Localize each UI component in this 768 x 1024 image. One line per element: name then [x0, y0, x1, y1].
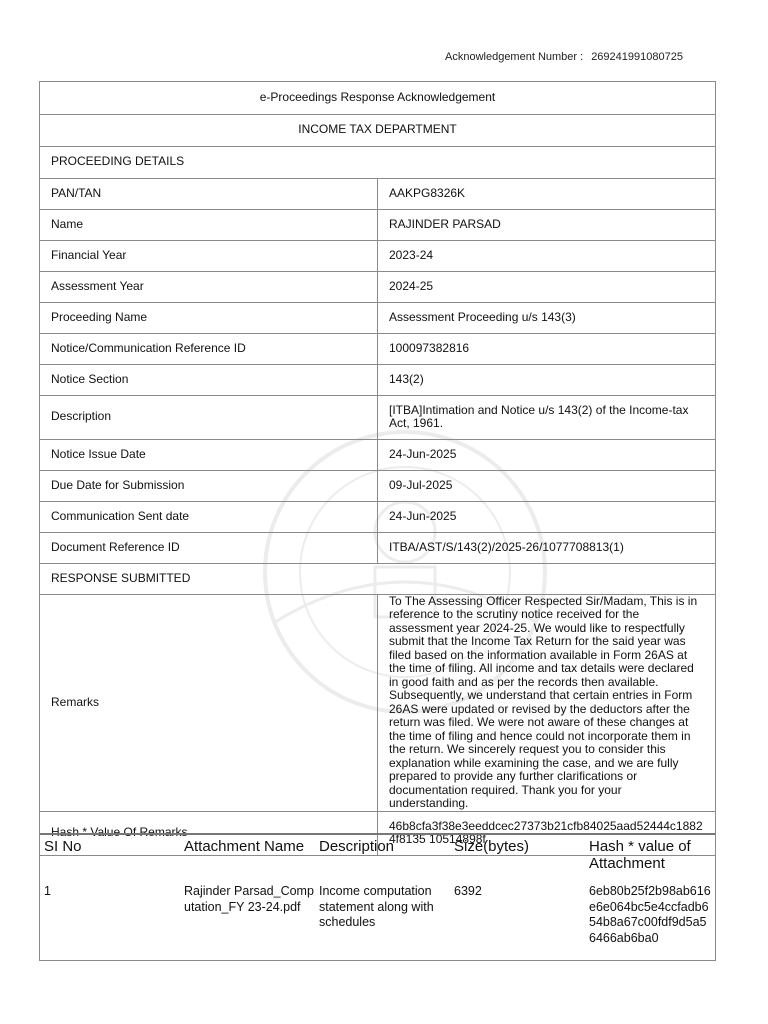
issue-date-label: Notice Issue Date — [40, 439, 378, 470]
attachment-hash: 6eb80b25f2b98ab616e6e064bc5e4ccfadb654b8a67c00fdf9d5a56466ab6ba0 — [589, 884, 711, 945]
due-date-label: Due Date for Submission — [40, 470, 378, 501]
row-proceeding-name — [40, 302, 715, 333]
row-description — [40, 395, 715, 439]
header-size: Size(bytes) — [454, 838, 530, 855]
notice-section-value: 143(2) — [378, 364, 716, 395]
proceeding-name-label: Proceeding Name — [40, 302, 378, 333]
reference-id-value: 100097382816 — [378, 333, 716, 364]
remarks-hash-value: 46b8cfa3f38e3eeddcec27373b21cfb84025aad52444c18824f8135 10514898f — [378, 811, 716, 855]
reference-id-label: Notice/Communication Reference ID — [40, 333, 378, 364]
assessment-year-value: 2024-25 — [378, 271, 716, 302]
proceeding-name-value: Assessment Proceeding u/s 143(3) — [378, 302, 716, 333]
department-name: INCOME TAX DEPARTMENT — [40, 114, 715, 146]
row-issue-date — [40, 439, 715, 470]
acknowledgement-document — [39, 81, 716, 961]
due-date-value: 09-Jul-2025 — [378, 470, 716, 501]
assessment-year-label: Assessment Year — [40, 271, 378, 302]
attachment-si-no: 1 — [44, 884, 51, 898]
remarks-label: Remarks — [40, 594, 378, 811]
notice-section-label: Notice Section — [40, 364, 378, 395]
description-label: Description — [40, 395, 378, 439]
row-sent-date — [40, 501, 715, 532]
header-attachment-name: Attachment Name — [184, 838, 305, 855]
attachments-table — [40, 833, 715, 961]
remarks-hash-label: Hash * Value Of Remarks — [40, 811, 378, 855]
row-reference-id — [40, 333, 715, 364]
description-value: [ITBA]Intimation and Notice u/s 143(2) of the Income-tax Act, 1961. — [378, 395, 716, 439]
financial-year-label: Financial Year — [40, 240, 378, 271]
row-document-reference — [40, 532, 715, 563]
row-due-date — [40, 470, 715, 501]
row-remarks — [40, 594, 715, 811]
acknowledgement-number — [445, 51, 683, 63]
acknowledgement-value: 269241991080725 — [591, 51, 683, 63]
header-hash: Hash * value of Attachment — [589, 838, 691, 872]
document-reference-label: Document Reference ID — [40, 532, 378, 563]
document-title: e-Proceedings Response Acknowledgement — [40, 82, 715, 114]
proceeding-details-table — [40, 82, 715, 856]
row-notice-section — [40, 364, 715, 395]
attachments-header-row — [40, 835, 715, 876]
remarks-value: To The Assessing Officer Respected Sir/Madam, This is in reference to the scrutiny notice received for the assessment year 2024-25. We would like to respectfully submit that the Income Tax Return for the said year was filed based on the information available in Form 26AS at the time of filing. All income and tax details were declared in good faith and as per the records then available. Subsequently, we understand that certain entries in Form 26AS were updated or revised by the deductors after the return was filed. We were not aware of these changes at the time of filing and hence could not incorporate them in the return. We sincerely request you to consider this explanation while examining the case, and we are fully prepared to provide any further clarifications or documentation required. Thank you for your understanding. — [378, 594, 716, 811]
sent-date-label: Communication Sent date — [40, 501, 378, 532]
attachment-size: 6392 — [454, 884, 482, 898]
pan-value: AAKPG8326K — [378, 178, 716, 209]
pan-label: PAN/TAN — [40, 178, 378, 209]
attachment-name: Rajinder Parsad_Computation_FY 23-24.pdf — [184, 884, 314, 914]
proceeding-details-heading: PROCEEDING DETAILS — [40, 146, 715, 178]
row-financial-year — [40, 240, 715, 271]
document-reference-value: ITBA/AST/S/143(2)/2025-26/1077708813(1) — [378, 532, 716, 563]
row-pan — [40, 178, 715, 209]
response-submitted-heading: RESPONSE SUBMITTED — [40, 563, 715, 594]
acknowledgement-label: Acknowledgement Number : — [445, 51, 584, 63]
name-value: RAJINDER PARSAD — [378, 209, 716, 240]
row-assessment-year — [40, 271, 715, 302]
row-name — [40, 209, 715, 240]
table-row — [40, 876, 715, 961]
sent-date-value: 24-Jun-2025 — [378, 501, 716, 532]
name-label: Name — [40, 209, 378, 240]
header-description: Description — [319, 838, 395, 855]
financial-year-value: 2023-24 — [378, 240, 716, 271]
header-si-no: SI No — [44, 838, 82, 855]
issue-date-value: 24-Jun-2025 — [378, 439, 716, 470]
attachment-description: Income computation statement along with schedules — [319, 884, 434, 929]
